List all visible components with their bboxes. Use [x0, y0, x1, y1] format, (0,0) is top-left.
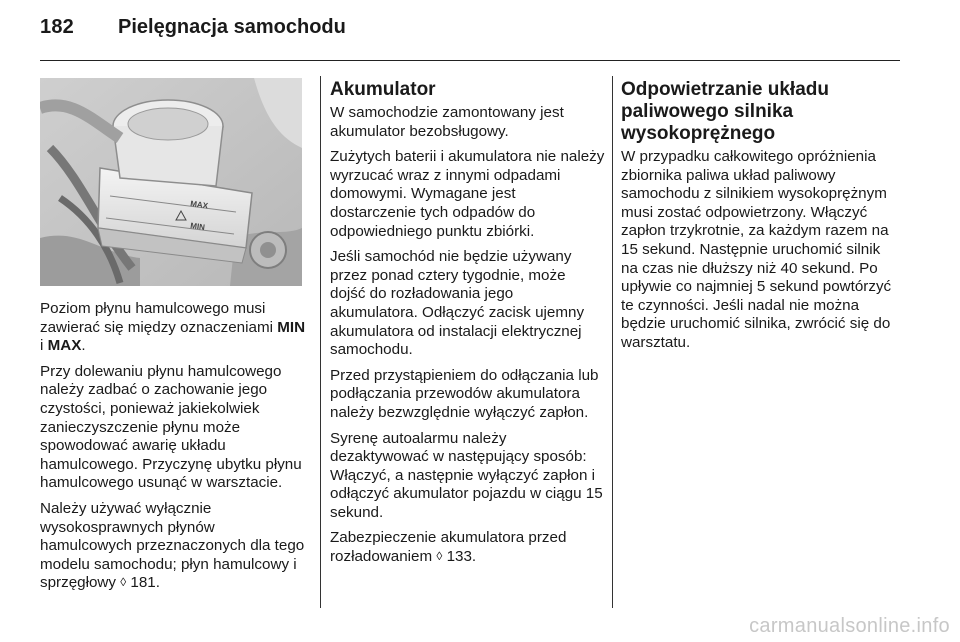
paragraph-level-info: [40, 300, 310, 356]
column-2: [330, 79, 605, 574]
column-divider-left: [320, 76, 321, 608]
paragraph-fluid-type: [40, 500, 310, 593]
text-run: Poziom płynu hamulcowego musi zawierać się między oznaczeniami: [40, 300, 273, 336]
column-3: [621, 79, 893, 360]
section-heading-fuel-bleeding: Odpowietrzanie układu paliwowego silnika wysokoprężnego: [621, 79, 829, 144]
page-number: 182: [40, 16, 74, 38]
section-heading-battery: Akumulator: [330, 79, 436, 100]
page-reference-icon: ◊: [436, 549, 443, 564]
page-reference-link[interactable]: 133.: [446, 548, 477, 566]
text-run: Należy używać wyłącznie wysokosprawnych płynów hamulcowych przeznaczonych dla tego modelu samochodu; płyn hamulcowy i sprzęgłowy: [40, 499, 305, 592]
header-rule: [40, 60, 900, 61]
page-title: Pielęgnacja samochodu: [118, 16, 346, 38]
paragraph-battery-3: Jeśli samochód nie będzie używany przez ponad cztery tygodnie, może dojść do rozładowania jego akumulatora. Odłączyć zacisk ujemny akumulatora od instalacji elektrycznej samochodu.: [330, 248, 585, 359]
page-reference-icon: ◊: [120, 575, 127, 590]
text-run: .: [81, 337, 86, 355]
max-label: MAX: [47, 337, 82, 355]
paragraph-battery-4: Przed przystąpieniem do odłączania lub podłączania przewodów akumulatora należy bezwzględnie wyłączyć zapłon.: [330, 366, 599, 421]
paragraph-battery-5: Syrenę autoalarmu należy dezaktywować w następujący sposób: Włączyć, a następnie wyłączyć zapłon i odłączyć akumulator pojazdu w ciągu 15 sekund.: [330, 429, 603, 521]
column-1: [40, 300, 310, 600]
reservoir-illustration: [40, 78, 302, 286]
text-run: i: [40, 337, 44, 355]
paragraph-topping-up: Przy dolewaniu płynu hamulcowego należy zadbać o zachowanie jego czystości, ponieważ jakiekolwiek zanieczyszczenie płynu może spowodować awarię układu hamulcowego. Przyczynę ubytku płynu hamulcowego usunąć w warsztacie.: [40, 362, 302, 492]
paragraph-fuel-bleeding: W przypadku całkowitego opróżnienia zbiornika paliwa układ paliwowy samochodu z silnikiem wysokoprężnym musi zostać odpowietrzony. Włączyć zapłon trzykrotnie, za każdym razem na 15 sekund. Następnie uruchomić silnik na czas nie dłuższy niż 40 sekund. Po upływie co najmniej 5 sekund powtórzyć te czynności. Jeśli nadal nie można będzie uruchomić silnika, zwrócić się do warsztatu.: [621, 148, 892, 351]
text-run: Zabezpieczenie akumulatora przed rozładowaniem: [330, 529, 567, 566]
paragraph-battery-6: [330, 529, 605, 566]
brake-fluid-reservoir-figure: [40, 78, 302, 286]
paragraph-battery-1: W samochodzie zamontowany jest akumulator bezobsługowy.: [330, 104, 564, 140]
max-mark-label: MAX: [189, 199, 209, 211]
min-label: MIN: [277, 318, 306, 336]
page-reference-link[interactable]: 181.: [130, 574, 160, 592]
paragraph-battery-2: Zużytych baterii i akumulatora nie należy wyrzucać wraz z innymi odpadami domowymi. Wymagane jest dostarczenie tych odpadów do odpowiedniego punktu zbiórki.: [330, 148, 605, 240]
min-mark-label: MIN: [189, 221, 206, 233]
watermark: carmanualsonline.info: [749, 615, 950, 637]
column-divider-right: [612, 76, 613, 608]
